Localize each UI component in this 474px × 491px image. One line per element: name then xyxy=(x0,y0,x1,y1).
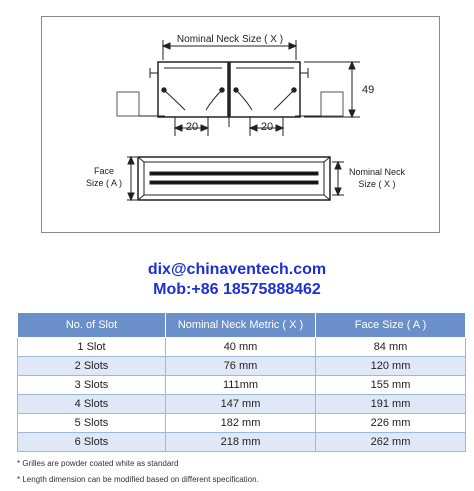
cell-neck-metric: 111mm xyxy=(166,376,316,395)
face-size-label-line1: Face xyxy=(93,166,115,176)
table-header-row xyxy=(18,313,466,338)
cell-face-size: 191 mm xyxy=(316,395,466,414)
cell-slots: 1 Slot xyxy=(18,338,166,357)
cell-neck-metric: 76 mm xyxy=(166,357,316,376)
left-gap-label: 20 xyxy=(185,121,199,133)
table-row xyxy=(18,376,466,395)
cell-face-size: 226 mm xyxy=(316,414,466,433)
face-size-label-line2: Size ( A ) xyxy=(85,178,123,188)
cell-face-size: 120 mm xyxy=(316,357,466,376)
table-row xyxy=(18,433,466,452)
table-row xyxy=(18,414,466,433)
header-nominal-neck-metric: Nominal Neck Metric ( X ) xyxy=(166,313,316,338)
table-row xyxy=(18,395,466,414)
face-view xyxy=(138,157,330,200)
cell-face-size: 155 mm xyxy=(316,376,466,395)
header-no-of-slot: No. of Slot xyxy=(18,313,166,338)
neck-size-label-line2: Size ( X ) xyxy=(358,179,396,189)
neck-size-label-line1: Nominal Neck xyxy=(348,167,406,177)
cell-face-size: 262 mm xyxy=(316,433,466,452)
technical-drawing xyxy=(0,0,474,240)
table-row xyxy=(18,357,466,376)
right-gap-label: 20 xyxy=(260,121,274,133)
cell-neck-metric: 40 mm xyxy=(166,338,316,357)
cell-neck-metric: 218 mm xyxy=(166,433,316,452)
cell-face-size: 84 mm xyxy=(316,338,466,357)
neck-size-dimension-line xyxy=(332,162,344,195)
cell-neck-metric: 182 mm xyxy=(166,414,316,433)
cell-slots: 4 Slots xyxy=(18,395,166,414)
cell-neck-metric: 147 mm xyxy=(166,395,316,414)
contact-email[interactable]: dix@chinaventech.com xyxy=(147,261,327,278)
height-dimension-line xyxy=(304,62,360,117)
face-size-dimension-line xyxy=(127,157,137,200)
cell-slots: 6 Slots xyxy=(18,433,166,452)
top-dimension-label: Nominal Neck Size ( X ) xyxy=(176,34,284,45)
footnote-coating: * Grilles are powder coated white as standard xyxy=(17,459,179,468)
table-row xyxy=(18,338,466,357)
header-face-size: Face Size ( A ) xyxy=(316,313,466,338)
cell-slots: 2 Slots xyxy=(18,357,166,376)
footnotes xyxy=(17,456,259,488)
slot-size-table xyxy=(17,312,466,452)
footnote-length: * Length dimension can be modified based on different specification. xyxy=(17,475,259,484)
height-dimension-label: 49 xyxy=(362,84,375,96)
contact-mobile: Mob:+86 18575888462 xyxy=(153,281,321,298)
cell-slots: 3 Slots xyxy=(18,376,166,395)
cell-slots: 5 Slots xyxy=(18,414,166,433)
